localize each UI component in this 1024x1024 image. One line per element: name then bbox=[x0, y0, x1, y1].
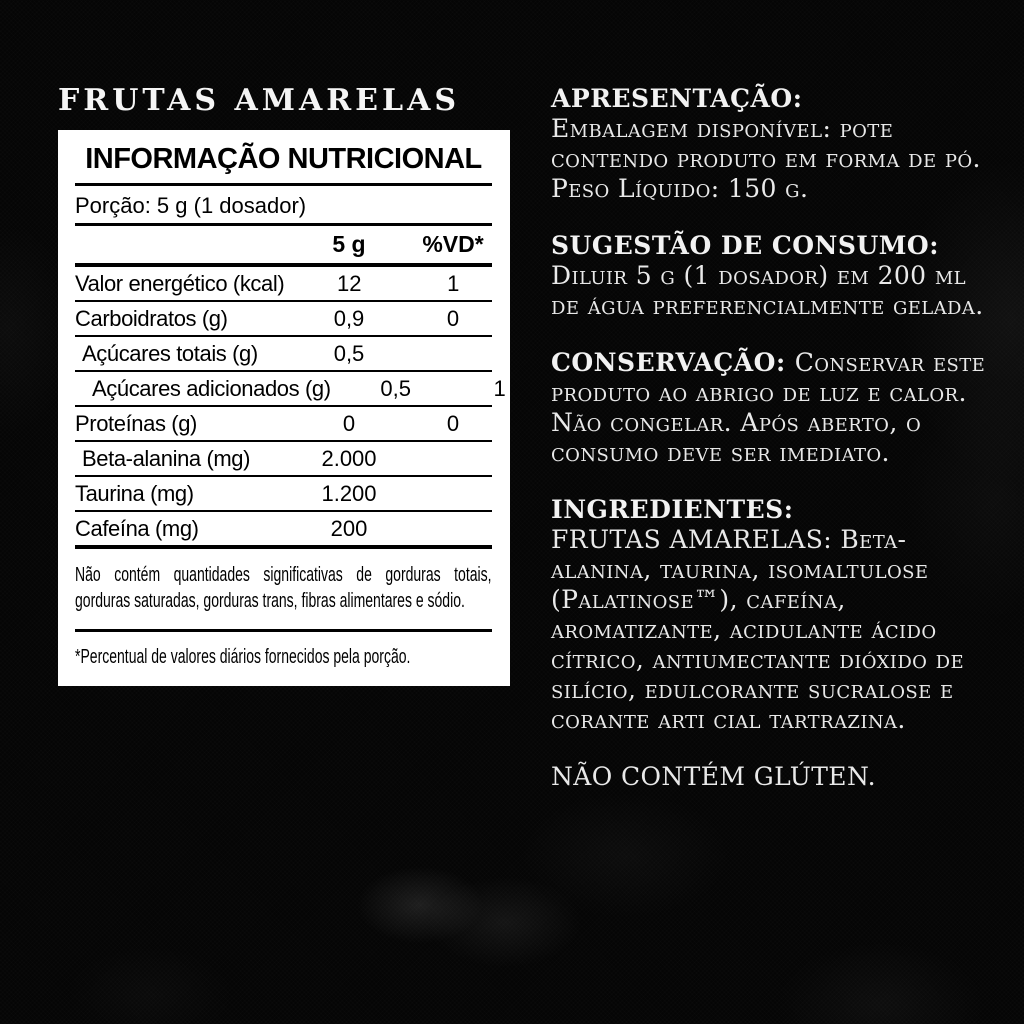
no-significant-amounts-note bbox=[75, 549, 492, 632]
nutrient-amount: 0 bbox=[342, 410, 356, 436]
section-body: NÃO CONTÉM GLÚTEN. bbox=[551, 762, 876, 791]
nutrition-table-title: INFORMAÇÃO NUTRICIONAL bbox=[75, 130, 492, 186]
section-body: Conservar este produto ao abrigo de luz e calor. Não congelar. Após aberto, o consumo deve ser imediato. bbox=[551, 348, 986, 467]
table-row bbox=[75, 267, 492, 302]
table-column-headers bbox=[75, 226, 492, 267]
nutrient-dv: 0 bbox=[446, 410, 460, 436]
nutrient-dv: 0 bbox=[446, 305, 460, 331]
daily-values-footnote bbox=[75, 632, 492, 669]
nutrient-label: Proteínas (g) bbox=[75, 410, 197, 436]
serving-size: Porção: 5 g (1 dosador) bbox=[75, 186, 492, 226]
section-conservacao bbox=[551, 348, 997, 468]
table-row bbox=[75, 372, 506, 407]
table-row bbox=[75, 337, 492, 372]
section-gluten-free bbox=[551, 762, 997, 792]
nutrient-label: Açúcares adicionados (g) bbox=[92, 375, 331, 401]
section-body: FRUTAS AMARELAS: Beta-alanina, taurina, isomaltulose (Palatinose™), cafeína, aromatizante, acidulante ácido cítrico, antiumectante dióxido de silício, edulcorante sucralose e corante arti cial tartrazina. bbox=[551, 525, 965, 734]
nutrient-amount: 0,9 bbox=[333, 305, 365, 331]
nutrient-dv: 1 bbox=[447, 270, 460, 296]
column-header-amount: 5 g bbox=[332, 231, 366, 257]
table-row bbox=[75, 477, 492, 512]
nutrient-label: Carboidratos (g) bbox=[75, 305, 228, 331]
section-body: Diluir 5 g (1 dosador) em 200 ml de água preferencialmente gelada. bbox=[551, 261, 984, 320]
nutrient-amount: 200 bbox=[330, 515, 368, 541]
nutrient-label: Cafeína (mg) bbox=[75, 515, 199, 541]
nutrient-amount: 2.000 bbox=[321, 445, 377, 471]
footnote-text: *Percentual de valores diários fornecidos pela porção. bbox=[75, 646, 411, 668]
nutrition-facts-panel bbox=[58, 130, 510, 686]
table-row bbox=[75, 407, 492, 442]
product-title: FRUTAS AMARELAS bbox=[58, 83, 461, 118]
nutrient-dv: 1 bbox=[493, 375, 506, 401]
nutrient-label: Valor energético (kcal) bbox=[75, 270, 285, 296]
nutrient-label: Açúcares totais (g) bbox=[82, 340, 258, 366]
section-heading: CONSERVAÇÃO: bbox=[551, 348, 786, 377]
section-apresentacao bbox=[551, 84, 997, 204]
note-text: Não contém quantidades significativas de gorduras totais, gorduras saturadas, gorduras trans, fibras alimentares e sódio. bbox=[75, 564, 492, 612]
nutrient-label: Taurina (mg) bbox=[75, 480, 194, 506]
column-header-dv: %VD* bbox=[422, 231, 484, 257]
section-sugestao-de-consumo bbox=[551, 231, 997, 321]
section-heading: SUGESTÃO DE CONSUMO: bbox=[551, 231, 939, 260]
info-column bbox=[551, 84, 997, 819]
nutrient-amount: 12 bbox=[337, 270, 362, 296]
nutrient-amount: 1.200 bbox=[321, 480, 377, 506]
section-heading: APRESENTAÇÃO: bbox=[551, 84, 803, 113]
table-row bbox=[75, 302, 492, 337]
table-row bbox=[75, 512, 492, 549]
section-body: Embalagem disponível: pote contendo produto em forma de pó. Peso Líquido: 150 g. bbox=[551, 114, 981, 203]
nutrient-label: Beta-alanina (mg) bbox=[82, 445, 251, 471]
section-ingredientes bbox=[551, 495, 997, 735]
section-heading: INGREDIENTES: bbox=[551, 495, 794, 524]
table-row bbox=[75, 442, 492, 477]
nutrient-amount: 0,5 bbox=[333, 340, 365, 366]
nutrient-amount: 0,5 bbox=[380, 375, 411, 401]
